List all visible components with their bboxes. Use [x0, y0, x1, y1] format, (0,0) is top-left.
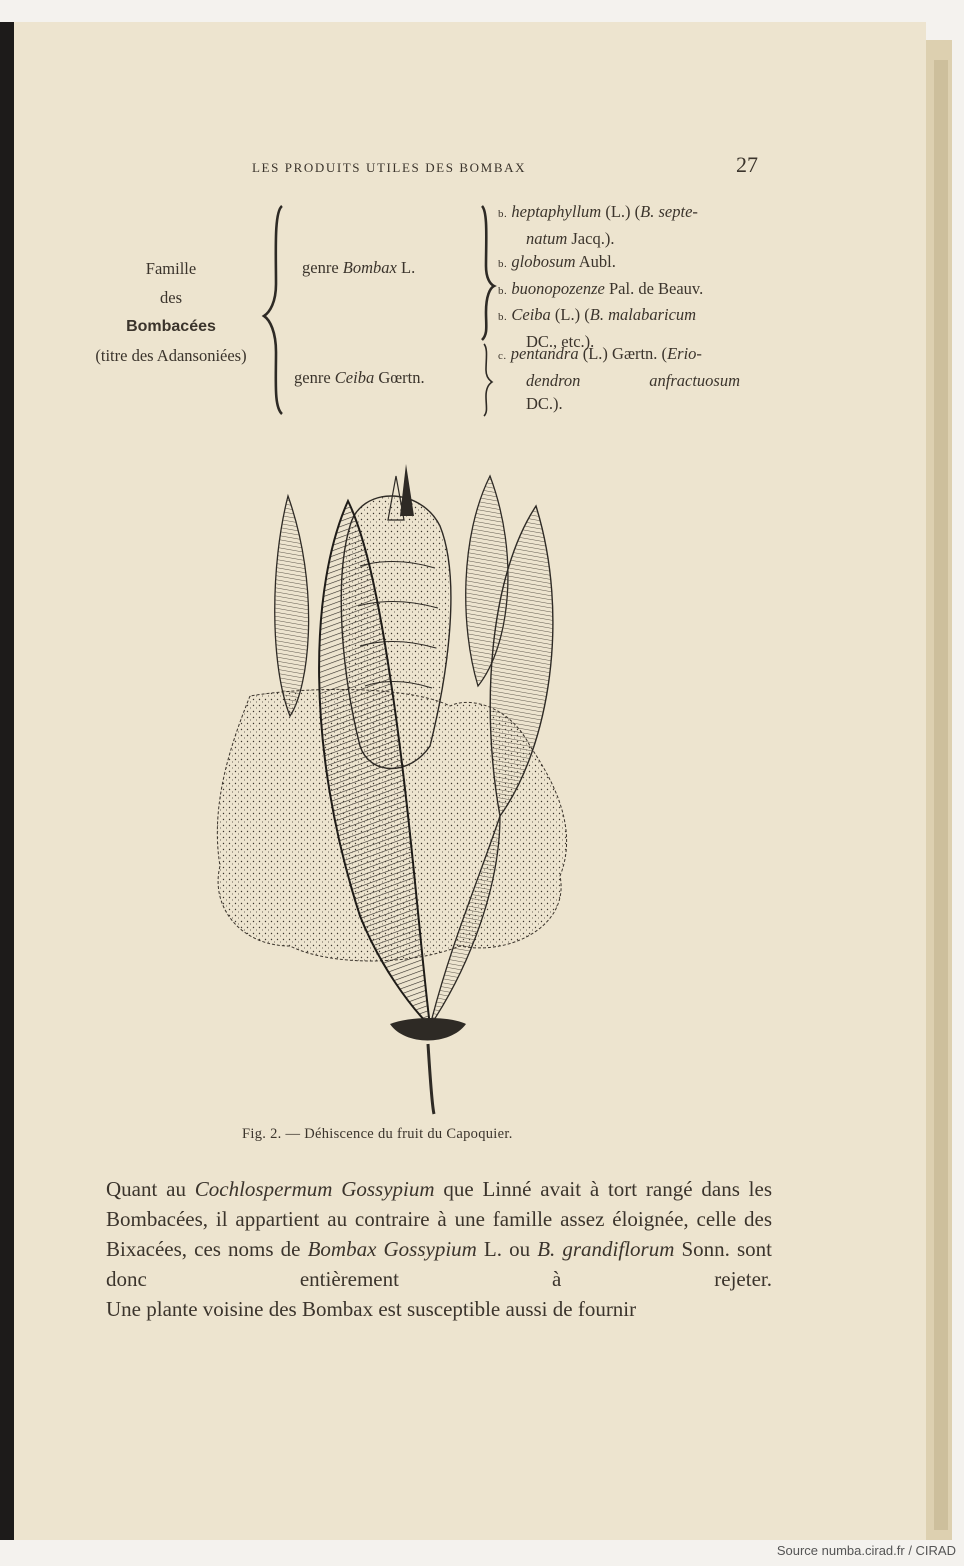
species-ceiba-cont: DC., etc.). [526, 331, 595, 351]
source-credit: Source numba.cirad.fr / CIRAD [776, 1543, 956, 1558]
family-line-1: Famille [145, 259, 197, 278]
stem [428, 1044, 434, 1114]
species-pentandra-cont: dendron anfractuosum [526, 370, 740, 390]
bombax-brace [482, 206, 494, 340]
ceiba-species-list [498, 342, 740, 416]
family-line-2: des [160, 288, 182, 307]
genus-ceiba: genre Ceiba Gœrtn. [294, 368, 425, 387]
calyx [390, 1018, 466, 1041]
species-ceiba: b. Ceiba (L.) (B. malabaricum [498, 305, 697, 324]
left-back-valve [275, 496, 309, 716]
kapok-fruit-illustration [210, 446, 590, 1116]
family-brace [264, 206, 282, 414]
species-pentandra: c. pentandra (L.) Gærtn. (Erio- [498, 344, 702, 363]
bombax-species-list [498, 200, 703, 353]
species-heptaphyllum-cont: natum Jacq.). [526, 228, 615, 248]
figure-caption: Fig. 2. — Déhiscence du fruit du Capoquier. [242, 1126, 513, 1142]
species-buonopozenze: b. buonopozenze Pal. de Beauv. [498, 278, 704, 298]
book-page-edges-inner [934, 60, 948, 1530]
body-text [106, 1174, 772, 1324]
book-page [14, 22, 926, 1540]
classification-braces [14, 22, 926, 442]
species-heptaphyllum: b. heptaphyllum (L.) (B. septe- [498, 202, 698, 221]
species-pentandra-cont2: DC.). [526, 394, 563, 413]
paragraph-1: Quant au Cochlospermum Gossypium que Linné avait à tort rangé dans les Bombacées, il appartient au contraire à une famille assez éloignée, celle des Bixacées, ces noms de Bombax Gossypium L. ou B. grandiflorum Sonn. sont donc entièrement à rejeter. [106, 1177, 772, 1291]
family-name: Bombacées [126, 318, 216, 335]
genus-bombax: genre Bombax L. [302, 258, 416, 277]
page-number: 27 [736, 152, 758, 177]
genus-bombax-name: Bombax [342, 258, 397, 277]
species-globosum: b. globosum Aubl. [498, 252, 616, 271]
genus-ceiba-name: Ceiba [334, 368, 375, 387]
paragraph-2: Une plante voisine des Bombax est susceptible aussi de fournir [106, 1297, 637, 1321]
ceiba-brace [484, 344, 492, 416]
running-title: LES PRODUITS UTILES DES BOMBAX [252, 160, 527, 175]
family-note: (titre des Adansoniées) [95, 346, 247, 365]
